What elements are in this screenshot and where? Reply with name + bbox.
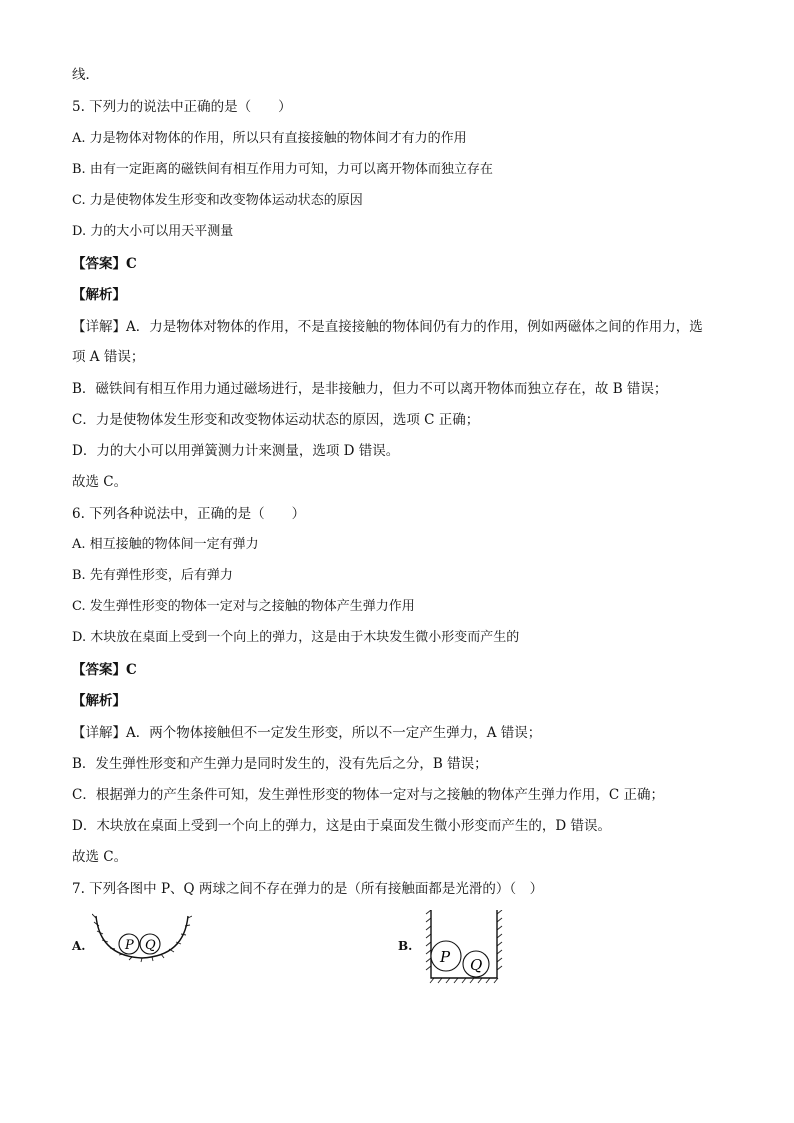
text-line: 故选 C。 <box>72 474 128 490</box>
text-line: D. 力的大小可以用天平测量 <box>72 224 234 239</box>
text-line: C．力是使物体发生形变和改变物体运动状态的原因，选项 C 正确； <box>72 412 480 428</box>
figure-b-ball-p: P <box>440 948 451 966</box>
text-line: B. 由有一定距离的磁铁间有相互作用力可知，力可以离开物体而独立存在 <box>72 162 493 177</box>
figure-a-ball-q: Q <box>145 938 156 953</box>
text-line: B. 先有弹性形变，后有弹力 <box>72 568 233 583</box>
text-line: 线． <box>72 67 99 83</box>
text-line: 项 A 错误； <box>72 349 145 365</box>
text-line: 故选 C。 <box>72 849 128 865</box>
text-line: 【答案】C <box>72 662 137 678</box>
figure-a-label: A. <box>72 939 86 953</box>
text-line: D．木块放在桌面上受到一个向上的弹力，这是由于桌面发生微小形变而产生的，D 错误。 <box>72 818 611 834</box>
figure-b-box-diagram <box>424 910 504 986</box>
text-line: B．发生弹性形变和产生弹力是同时发生的，没有先后之分，B 错误； <box>72 756 488 772</box>
figure-b-ball-q: Q <box>470 956 483 974</box>
text-line: 5. 下列力的说法中正确的是（ ） <box>72 99 292 115</box>
figure-a-ball-p: P <box>125 938 134 953</box>
text-line: 7. 下列各图中 P、Q 两球之间不存在弹力的是（所有接触面都是光滑的）（ ） <box>72 881 544 897</box>
figure-a-bowl-diagram <box>92 912 192 978</box>
text-line: 【详解】A．两个物体接触但不一定发生形变，所以不一定产生弹力，A 错误； <box>72 725 542 741</box>
text-line: C. 发生弹性形变的物体一定对与之接触的物体产生弹力作用 <box>72 599 415 614</box>
text-line: D. 木块放在桌面上受到一个向上的弹力，这是由于木块发生微小形变而产生的 <box>72 630 520 645</box>
figure-b-label: B. <box>398 939 413 953</box>
text-line: 【解析】 <box>72 693 126 709</box>
text-line: 【详解】A．力是物体对物体的作用，不是直接接触的物体间仍有力的作用，例如两磁体之间的作用力，选 <box>72 319 703 335</box>
text-line: C. 力是使物体发生形变和改变物体运动状态的原因 <box>72 193 363 208</box>
text-line: A. 力是物体对物体的作用，所以只有直接接触的物体间才有力的作用 <box>72 131 467 146</box>
text-line: A. 相互接触的物体间一定有弹力 <box>72 537 259 552</box>
text-line: 【解析】 <box>72 287 126 303</box>
text-line: D．力的大小可以用弹簧测力计来测量，选项 D 错误。 <box>72 443 400 459</box>
text-line: C．根据弹力的产生条件可知，发生弹性形变的物体一定对与之接触的物体产生弹力作用，C 正确； <box>72 787 664 803</box>
text-line: 【答案】C <box>72 256 137 272</box>
text-line: 6. 下列各种说法中，正确的是（ ） <box>72 506 306 522</box>
text-line: B．磁铁间有相互作用力通过磁场进行，是非接触力，但力不可以离开物体而独立存在，故 B 错误； <box>72 381 668 397</box>
